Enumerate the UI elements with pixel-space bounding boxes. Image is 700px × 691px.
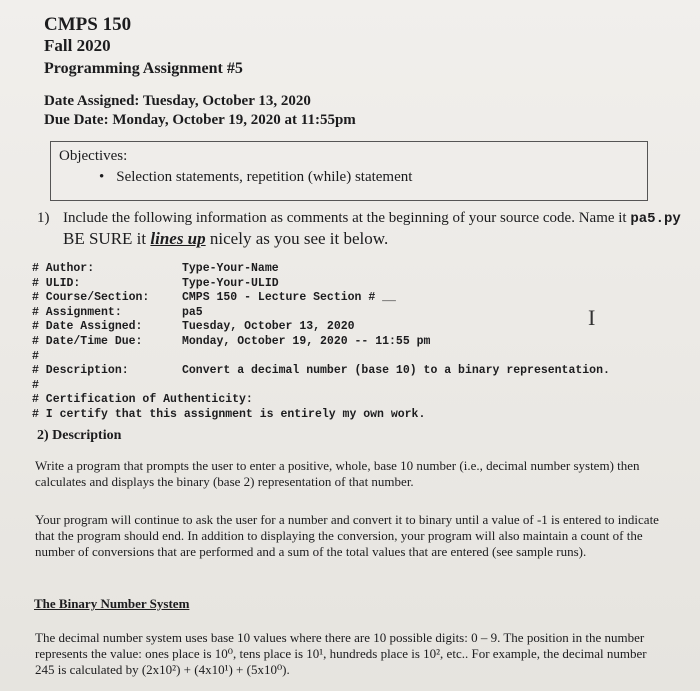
course-title: CMPS 150 — [44, 14, 132, 35]
code-value: Tuesday, October 13, 2020 — [182, 320, 355, 334]
assignment-title: Programming Assignment #5 — [44, 60, 243, 77]
code-line — [32, 262, 662, 277]
section-1-line-1 — [37, 209, 681, 229]
code-line — [32, 291, 662, 306]
code-label: # Certification of Authenticity: — [32, 393, 253, 407]
code-label: # — [32, 349, 39, 363]
code-label: # ULID: — [32, 276, 81, 290]
assignment-dates — [44, 92, 356, 130]
code-label: # I certify that this assignment is entirely my own work. — [32, 407, 426, 421]
code-label: # — [32, 378, 39, 392]
code-value: Convert a decimal number (base 10) to a binary representation. — [182, 364, 610, 378]
code-line — [32, 364, 662, 379]
section-1-number: 1) — [37, 210, 50, 226]
objectives-heading: Objectives: — [59, 148, 128, 164]
document-header — [44, 14, 243, 79]
line2-post: nicely as you see it below. — [209, 229, 389, 248]
header-comment-block — [32, 262, 662, 423]
code-line — [32, 350, 662, 365]
description-paragraph-2: Your program will continue to ask the user for a number and convert it to binary until a value of -1 is entered to indicate that the program should end. In addition to displaying the conversion, your program will also maintain a count of the number of conversions that are performed and a sum of the total values that are entered (see sample runs). — [35, 512, 659, 559]
objectives-box — [50, 141, 648, 201]
description-paragraph-1: Write a program that prompts the user to enter a positive, whole, base 10 number (i.e., decimal number system) then calculates and displays the binary (base 2) representation of that number. — [35, 458, 640, 489]
code-value: CMPS 150 - Lecture Section # __ — [182, 291, 396, 305]
code-line — [32, 408, 662, 423]
term-label: Fall 2020 — [44, 36, 111, 55]
due-date: Due Date: Monday, October 19, 2020 at 11:55pm — [44, 112, 356, 128]
code-line — [32, 335, 662, 350]
date-assigned: Date Assigned: Tuesday, October 13, 2020 — [44, 93, 311, 109]
binary-system-heading: The Binary Number System — [34, 596, 190, 611]
code-line — [32, 320, 662, 335]
code-label: # Date/Time Due: — [32, 334, 143, 348]
bullet-icon: • — [99, 169, 105, 185]
source-filename: pa5.py — [630, 211, 681, 227]
code-line — [32, 306, 662, 321]
objectives-item — [99, 169, 412, 186]
line2-emphasis: lines up — [150, 229, 206, 248]
code-value: Monday, October 19, 2020 -- 11:55 pm — [182, 334, 431, 348]
code-label: # Description: — [32, 364, 129, 378]
code-label: # Date Assigned: — [32, 320, 143, 334]
code-label: # Assignment: — [32, 305, 122, 319]
code-value: Type-Your-Name — [182, 262, 279, 275]
code-line — [32, 379, 662, 394]
code-value: pa5 — [182, 305, 203, 319]
section-1-text: Include the following information as comments at the beginning of your source code. Name it — [63, 210, 627, 226]
code-label: # Course/Section: — [32, 291, 150, 305]
text-cursor-icon: I — [588, 305, 596, 330]
code-line — [32, 393, 662, 408]
section-2-heading: 2) Description — [37, 428, 122, 443]
code-line — [32, 277, 662, 292]
objectives-item-text: Selection statements, repetition (while) statement — [116, 169, 413, 185]
binary-system-paragraph: The decimal number system uses base 10 values where there are 10 possible digits: 0 – 9. The position in the number represents the value: ones place is 10⁰, tens place is 10¹, hundreds place is 10², etc.. For example, the decimal number 245 is calculated by (2x10²) + (4x10¹) + (5x10⁰). — [35, 630, 647, 677]
section-1-instructions — [37, 209, 681, 248]
code-label: # Author: — [32, 262, 95, 275]
section-1-line-2 — [37, 229, 681, 248]
code-value: Type-Your-ULID — [182, 276, 279, 290]
line2-pre: BE SURE it — [63, 229, 147, 248]
